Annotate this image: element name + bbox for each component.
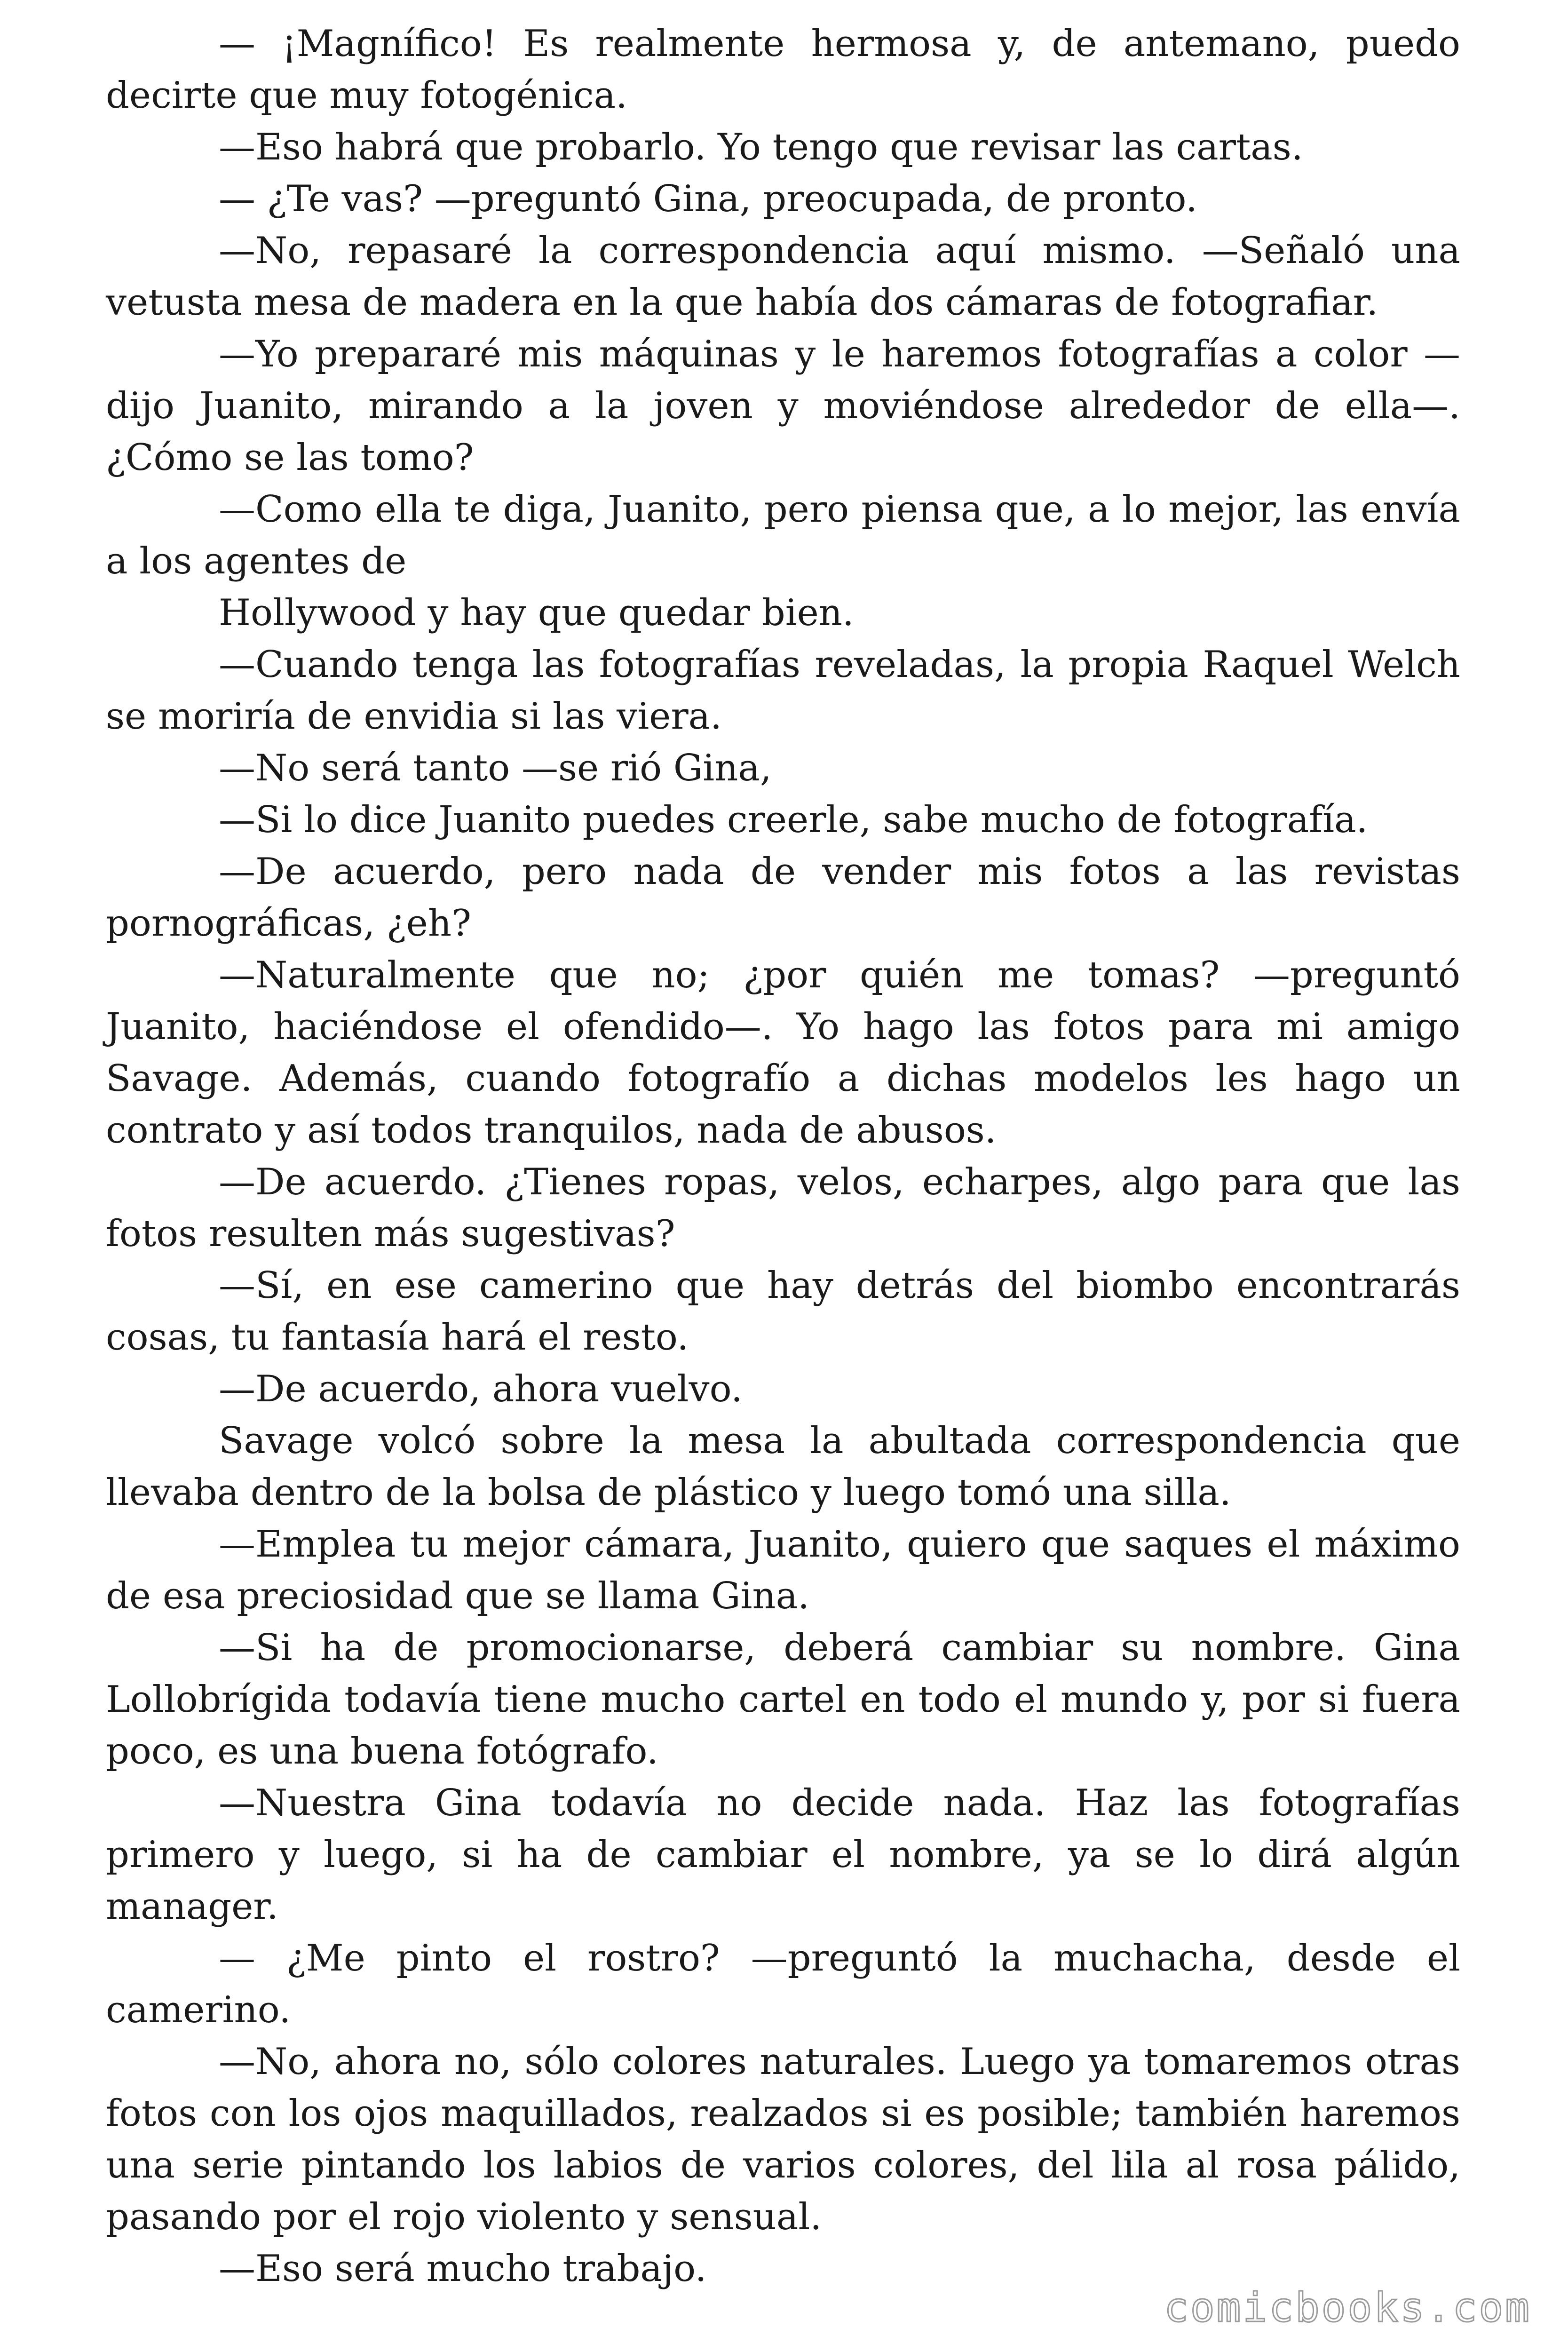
paragraph: —Sí, en ese camerino que hay detrás del biombo encontrarás cosas, tu fantasía hará el resto.: [106, 1264, 1460, 1359]
paragraph: — ¿Me pinto el rostro? —preguntó la muchacha, desde el camerino.: [106, 1937, 1460, 2031]
paragraph: —De acuerdo, ahora vuelvo.: [219, 1368, 743, 1410]
paragraph: —Si ha de promocionarse, deberá cambiar su nombre. Gina Lollobrígida todavía tiene mucho cartel en todo el mundo y, por si fuera poco, es una buena fotógrafo.: [106, 1627, 1460, 1772]
document-page: [106, 18, 1460, 2295]
paragraph-continuation: Hollywood y hay que quedar bien.: [219, 592, 854, 634]
paragraph: —Naturalmente que no; ¿por quién me tomas? —preguntó Juanito, haciéndose el ofendido—. Yo hago las fotos para mi amigo Savage. Además, cuando fotografío a dichas modelos les hago un contrato y así todos tranquilos, nada de abusos.: [106, 954, 1460, 1152]
paragraph: —Como ella te diga, Juanito, pero piensa que, a lo mejor, las envía a los agentes de: [106, 488, 1460, 582]
paragraph: —De acuerdo, pero nada de vender mis fotos a las revistas pornográficas, ¿eh?: [106, 850, 1460, 945]
paragraph: —Nuestra Gina todavía no decide nada. Haz las fotografías primero y luego, si ha de cambiar el nombre, ya se lo dirá algún manager.: [106, 1782, 1460, 1928]
paragraph: —No, ahora no, sólo colores naturales. Luego ya tomaremos otras fotos con los ojos maquillados, realzados si es posible; también haremos una serie pintando los labios de varios colores, del lila al rosa pálido, pasando por el rojo violento y sensual.: [106, 2041, 1460, 2238]
paragraph: — ¡Magnífico! Es realmente hermosa y, de antemano, puedo decirte que muy fotogénica.: [106, 23, 1460, 117]
paragraph: —Cuando tenga las fotografías reveladas, la propia Raquel Welch se moriría de envidia si las viera.: [106, 644, 1460, 738]
paragraph: —De acuerdo. ¿Tienes ropas, velos, echarpes, algo para que las fotos resulten más sugestivas?: [106, 1161, 1460, 1255]
paragraph: Savage volcó sobre la mesa la abultada correspondencia que llevaba dentro de la bolsa de plástico y luego tomó una silla.: [106, 1420, 1460, 1514]
paragraph: — ¿Te vas? —preguntó Gina, preocupada, de pronto.: [219, 178, 1197, 220]
watermark: comicbooks.com: [1164, 2284, 1531, 2331]
paragraph: —Emplea tu mejor cámara, Juanito, quiero que saques el máximo de esa preciosidad que se llama Gina.: [106, 1523, 1460, 1617]
paragraph: —No será tanto —se rió Gina,: [219, 747, 772, 789]
paragraph: —Eso será mucho trabajo.: [219, 2248, 707, 2290]
paragraph: —Eso habrá que probarlo. Yo tengo que revisar las cartas.: [219, 126, 1303, 168]
paragraph: —Yo prepararé mis máquinas y le haremos fotografías a color —dijo Juanito, mirando a la joven y moviéndose alrededor de ella—. ¿Cómo se las tomo?: [106, 333, 1460, 479]
paragraph: —Si lo dice Juanito puedes creerle, sabe mucho de fotografía.: [219, 799, 1368, 841]
paragraph: —No, repasaré la correspondencia aquí mismo. —Señaló una vetusta mesa de madera en la que había dos cámaras de fotografiar.: [106, 230, 1460, 324]
